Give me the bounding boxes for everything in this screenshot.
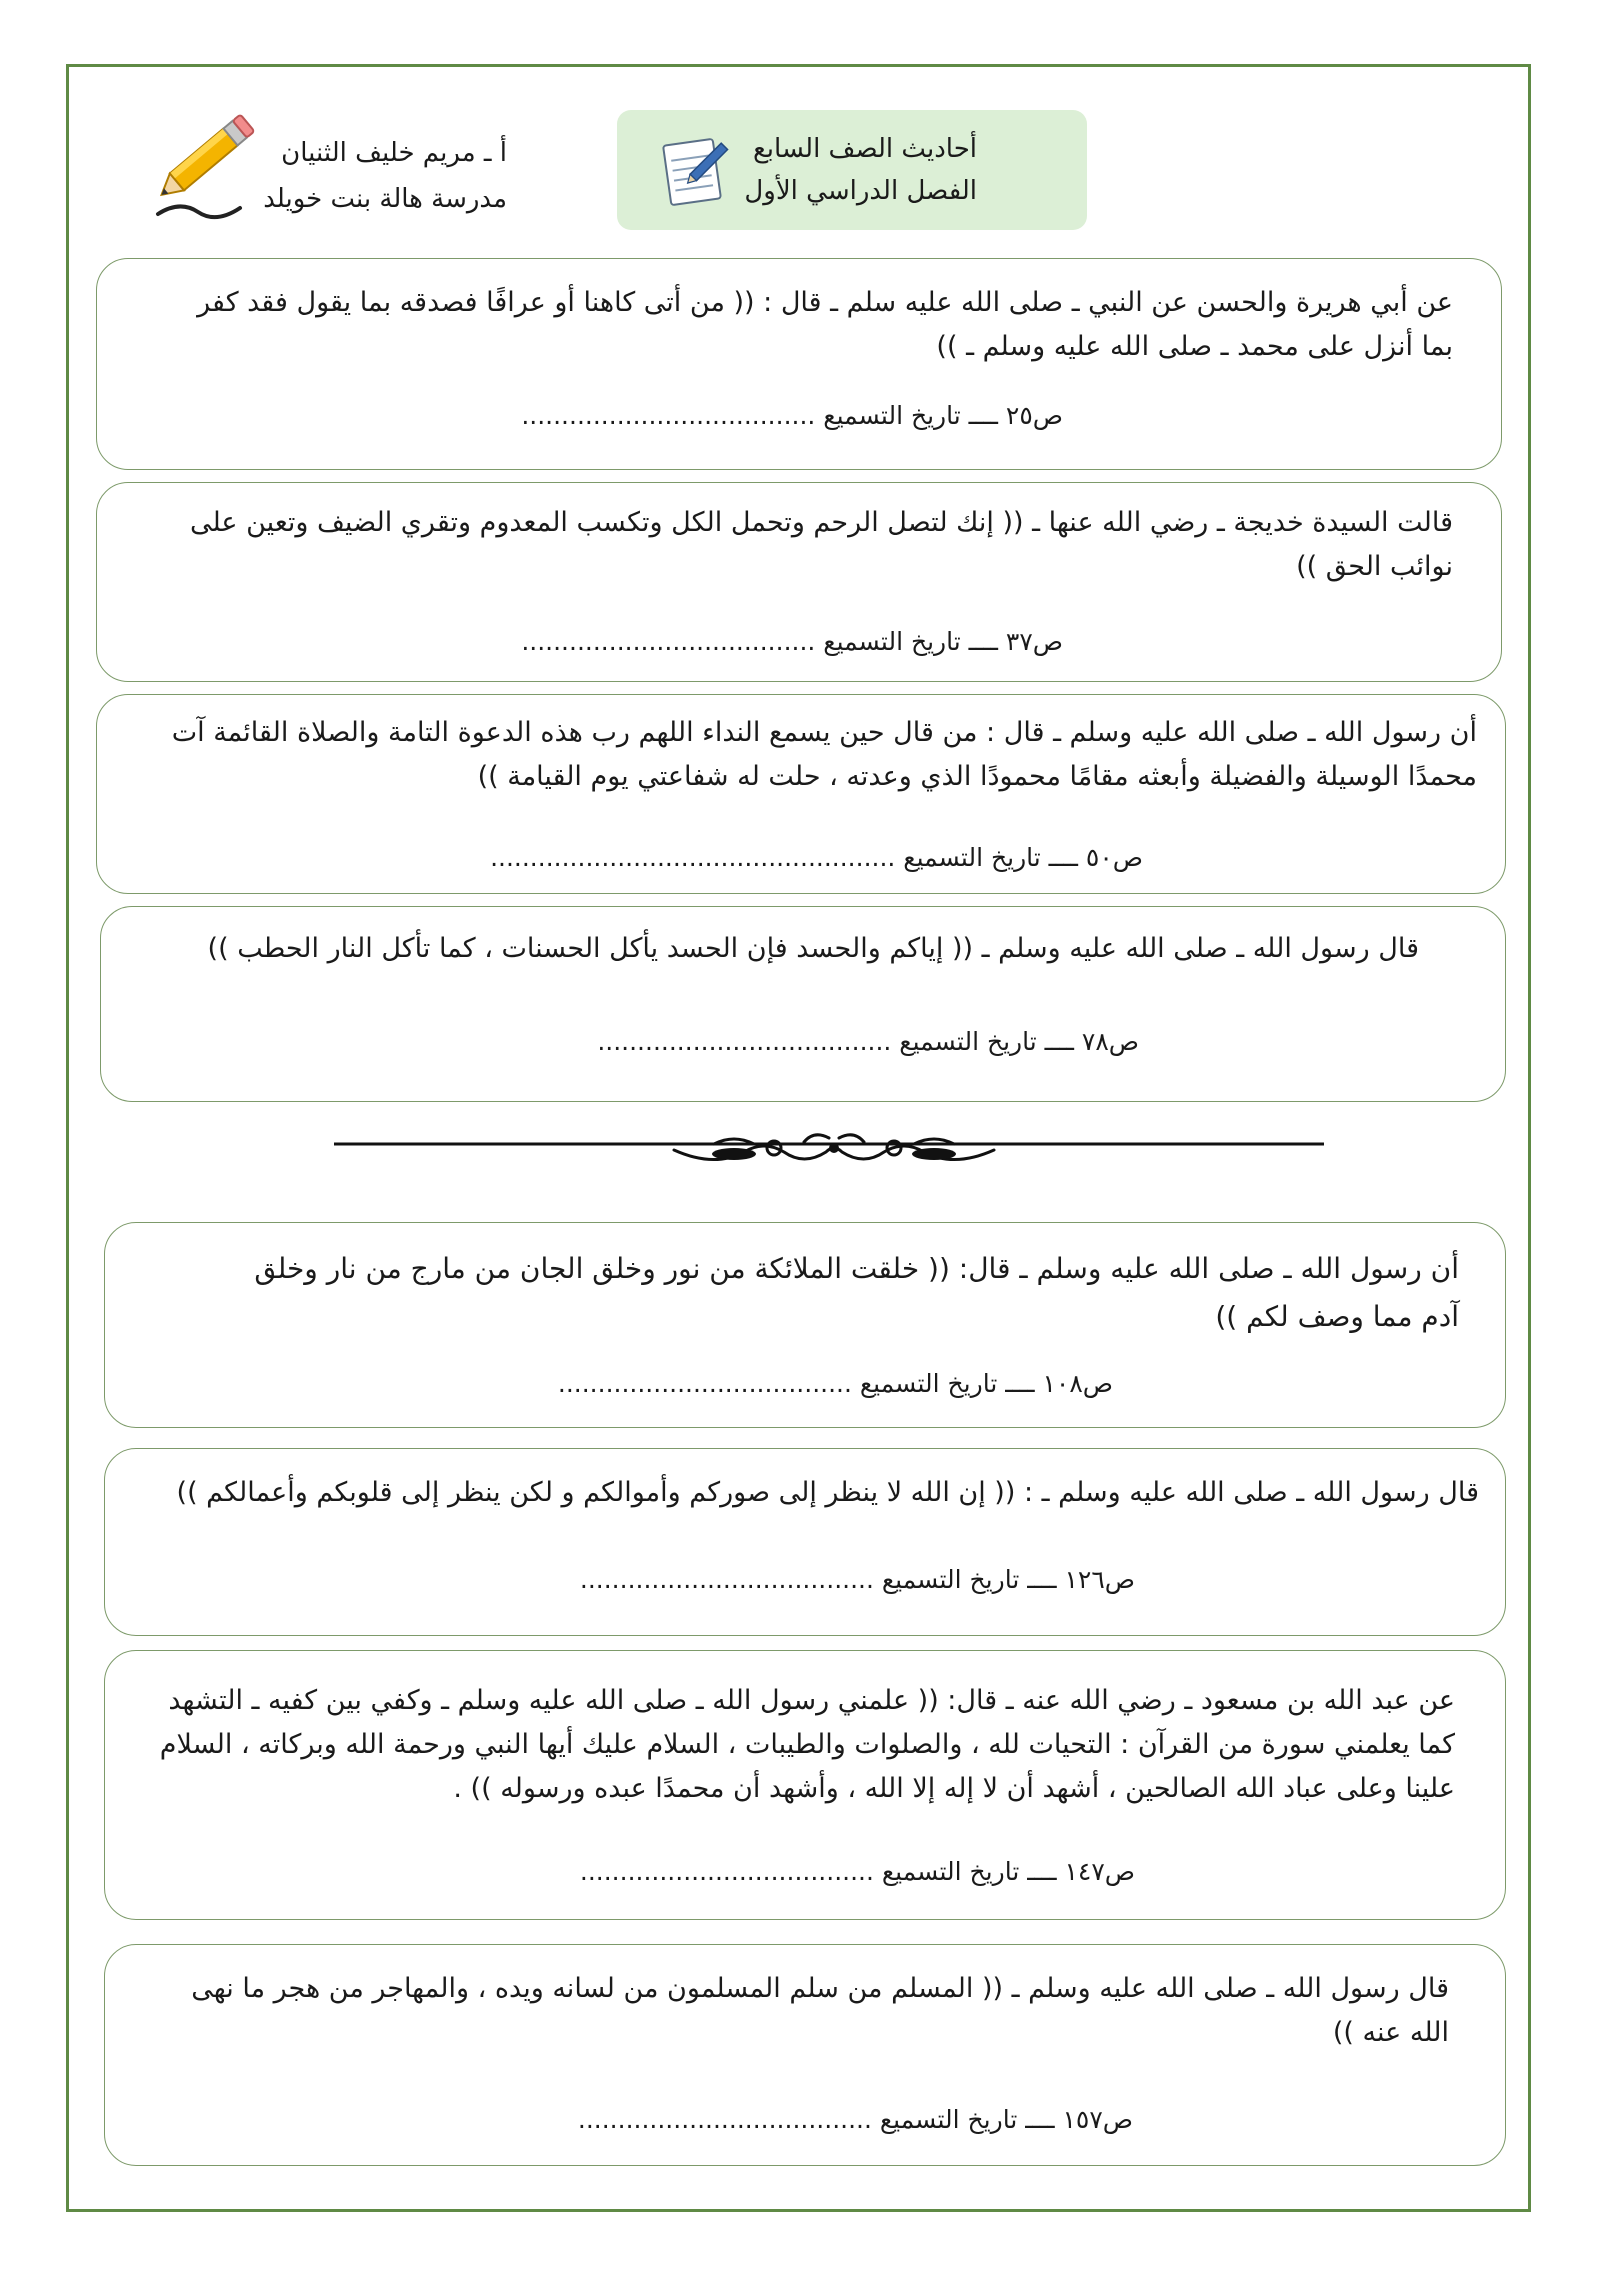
- hadith-text-line: قال رسول الله ـ صلى الله عليه وسلم ـ (( إياكم والحسد فإن الحسد يأكل الحسنات ، كما تأكل النار الحطب )): [207, 933, 1419, 964]
- hadith-text-line: محمدًا الوسيلة والفضيلة وأبعثه مقامًا محمودًا الذي وعدته ، حلت له شفاعتي يوم القيامة )): [477, 761, 1477, 792]
- recitation-date: ص٥٠ ــــ تاريخ التسميع ...................................................: [490, 843, 1143, 872]
- hadith-card: [100, 906, 1506, 1102]
- hadith-text-line: قال رسول الله ـ صلى الله عليه وسلم ـ (( المسلم من سلم المسلمون من لسانه ويده ، والمهاجر من هجر ما نهى: [191, 1973, 1449, 2004]
- hadith-text-line: عن عبد الله بن مسعود ـ رضي الله عنه ـ قال: (( علمني رسول الله ـ صلى الله عليه وسلم ـ وكفي بين كفيه ـ التشهد: [168, 1685, 1455, 1716]
- hadith-card: [104, 1650, 1506, 1920]
- hadith-card: [96, 694, 1506, 894]
- pencil-icon: [140, 96, 270, 226]
- hadith-text-line: علينا وعلى عباد الله الصالحين ، أشهد أن لا إله إلا الله ، وأشهد أن محمدًا عبده ورسوله )) .: [453, 1773, 1455, 1804]
- hadith-card: [104, 1222, 1506, 1428]
- school-name: مدرسة هالة بنت خويلد: [263, 184, 507, 214]
- hadith-card: [96, 482, 1502, 682]
- hadith-text-line: أن رسول الله ـ صلى الله عليه وسلم ـ قال: (( خلقت الملائكة من نور وخلق الجان من مارج من نار وخلق: [254, 1252, 1459, 1285]
- title-text: [744, 128, 977, 212]
- hadith-text-line: نوائب الحق )): [1296, 551, 1453, 582]
- ornamental-divider: [334, 1122, 1324, 1178]
- hadith-card: [104, 1448, 1506, 1636]
- hadith-text-line: أن رسول الله ـ صلى الله عليه وسلم ـ قال : من قال حين يسمع النداء اللهم رب هذه الدعوة التامة والصلاة القائمة آت: [171, 717, 1477, 748]
- recitation-date: ص١٤٧ ــــ تاريخ التسميع .....................................: [579, 1857, 1135, 1886]
- recitation-date: ص٣٧ ــــ تاريخ التسميع .....................................: [521, 627, 1063, 656]
- hadith-text-line: الله عنه )): [1332, 2017, 1449, 2048]
- recitation-date: ص١٢٦ ــــ تاريخ التسميع .....................................: [579, 1565, 1135, 1594]
- hadith-text-line: قال رسول الله ـ صلى الله عليه وسلم ـ : (( إن الله لا ينظر إلى صوركم وأموالكم و لكن ينظر إلى قلوبكم وأعمالكم )): [176, 1477, 1479, 1508]
- hadith-text-line: عن أبي هريرة والحسن عن النبي ـ صلى الله عليه سلم ـ قال : (( من أتى كاهنا أو عرافًا فصدقه بما يقول فقد كفر: [197, 287, 1453, 318]
- title-line2: الفصل الدراسي الأول: [744, 176, 977, 206]
- teacher-name: أ ـ مريم خليف الثنيان: [281, 138, 507, 168]
- recitation-date: ص٧٨ ــــ تاريخ التسميع .....................................: [597, 1027, 1139, 1056]
- hadith-text-line: قالت السيدة خديجة ـ رضي الله عنها ـ (( إنك لتصل الرحم وتحمل الكل وتكسب المعدوم وتقري الضيف وتعين على: [189, 507, 1453, 538]
- hadith-text-line: آدم مما وصف لكم )): [1215, 1300, 1459, 1333]
- title-box: [617, 110, 1087, 230]
- recitation-date: ص١٥٧ ــــ تاريخ التسميع .....................................: [577, 2105, 1133, 2134]
- hadith-text-line: كما يعلمني سورة من القرآن : التحيات لله ، والصلوات والطيبات ، السلام عليك أيها النبي ورحمة الله وبركاته ، السلام: [159, 1729, 1455, 1760]
- title-line1: أحاديث الصف السابع: [752, 134, 977, 164]
- hadith-card: [96, 258, 1502, 470]
- hadith-card: [104, 1944, 1506, 2166]
- recitation-date: ص١٠٨ ــــ تاريخ التسميع .....................................: [557, 1369, 1113, 1398]
- hadith-text-line: بما أنزل على محمد ـ صلى الله عليه وسلم ـ )): [936, 331, 1453, 362]
- notepad-icon: [657, 128, 737, 208]
- recitation-date: ص٢٥ ــــ تاريخ التسميع .....................................: [521, 401, 1063, 430]
